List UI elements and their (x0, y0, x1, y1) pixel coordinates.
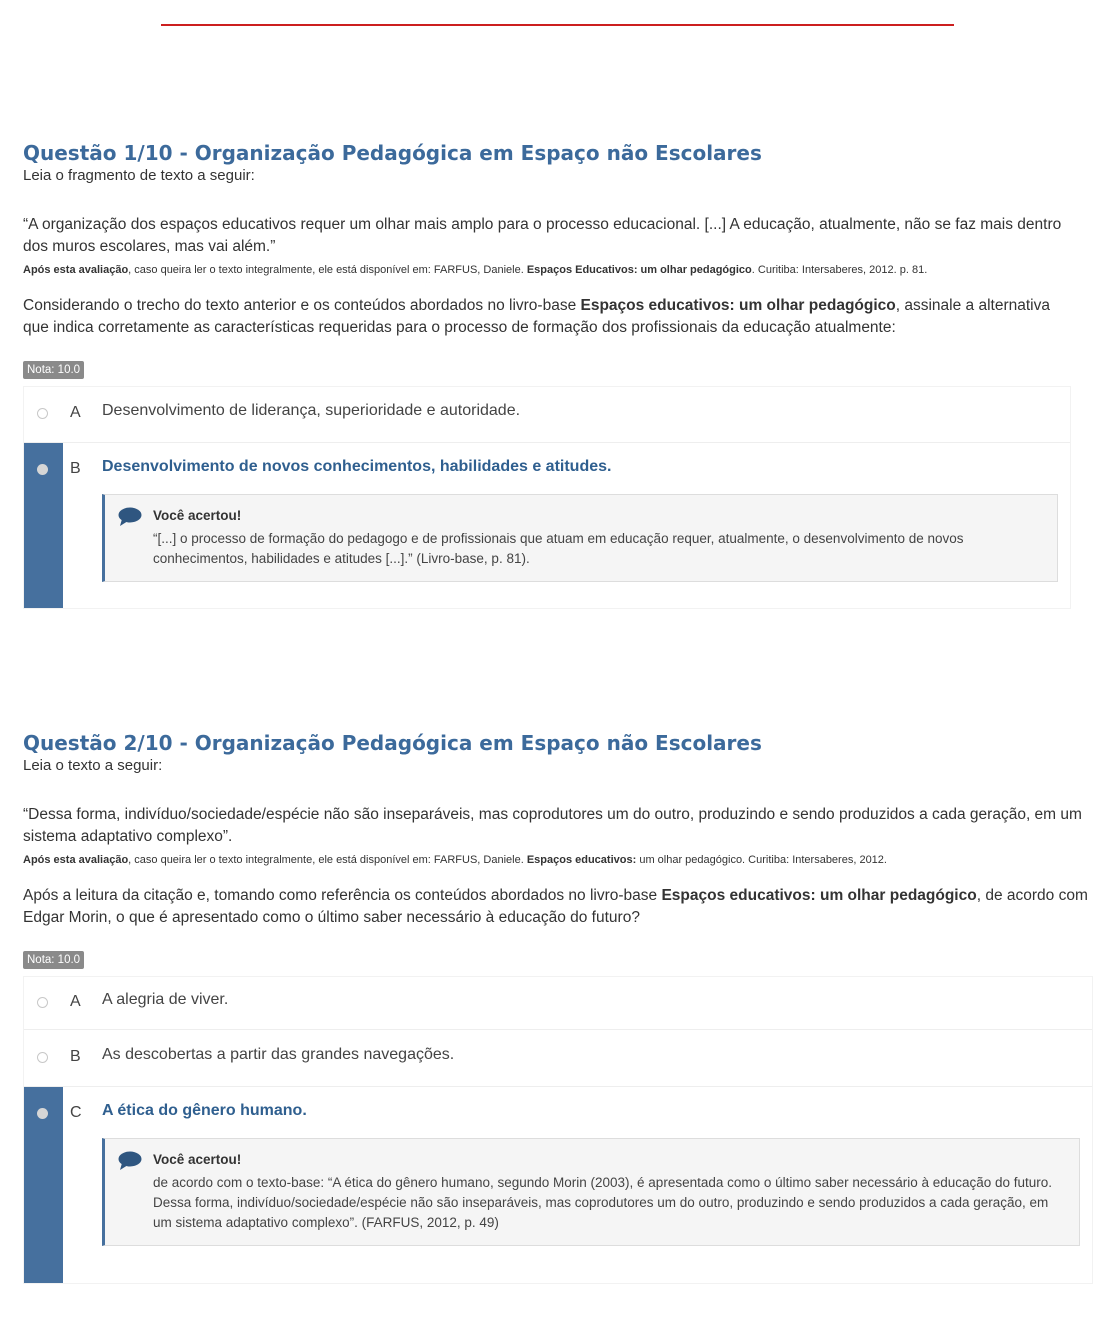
question-title: Questão 1/10 - Organização Pedagógica em Espaço não Escolares (23, 141, 762, 165)
prompt-after: , de acordo com Edgar Morin, o que é apresentado como o último saber necessário à educação do futuro? (23, 887, 1088, 926)
feedback-box (102, 494, 1058, 582)
source-book: Espaços Educativos: um olhar pedagógico (526, 264, 752, 276)
radio-button[interactable] (37, 1052, 48, 1063)
prompt-book: Espaços educativos: um olhar pedagógico (661, 887, 977, 904)
prompt-before: Considerando o trecho do texto anterior e os conteúdos abordados no livro-base (23, 297, 581, 314)
alternative-letter: B (70, 1048, 81, 1065)
score-badge: Nota: 10.0 (23, 951, 84, 969)
question-intro: Leia o texto a seguir: (23, 757, 163, 774)
feedback-text: de acordo com o texto-base: “A ética do gênero humano, segundo Morin (2003), é apresentada como o último saber necessário à educação do futuro. Dessa forma, indivíduo/sociedade/espécie não são inseparáveis, mas coprodutores um do outro, produzindo e sendo produzidos a cada geração, em um sistema adaptativo complexo”. (FARFUS, 2012, p. 49) (153, 1175, 1053, 1230)
alternatives-list (23, 386, 1071, 609)
alternatives-list (23, 976, 1093, 1284)
score-badge: Nota: 10.0 (23, 361, 84, 379)
source-note (23, 851, 1093, 869)
question-intro: Leia o fragmento de texto a seguir: (23, 167, 255, 184)
source-book: Espaços educativos: (526, 854, 637, 866)
question-2 (23, 731, 1093, 1284)
prompt-book: Espaços educativos: um olhar pedagógico (580, 297, 896, 314)
speech-bubble-icon (118, 1151, 142, 1170)
prompt-after: , assinale a alternativa que indica corretamente as características requeridas para o processo de formação dos profissionais da educação atualmente: (23, 297, 1050, 336)
feedback-box (102, 1138, 1080, 1246)
alternative-c[interactable] (24, 1086, 1092, 1283)
alternative-b[interactable] (24, 442, 1070, 608)
feedback-title: Você acertou! (153, 508, 242, 523)
source-lead: Após esta avaliação (23, 854, 129, 866)
source-middle: , caso queira ler o texto integralmente, ele está disponível em: FARFUS, Daniele. (128, 854, 527, 866)
radio-button[interactable] (37, 408, 48, 419)
question-prompt (23, 295, 1071, 339)
source-note (23, 261, 1071, 279)
source-lead: Após esta avaliação (23, 264, 129, 276)
radio-button-selected[interactable] (37, 464, 48, 475)
prompt-before: Após a leitura da citação e, tomando como referência os conteúdos abordados no livro-base (23, 887, 662, 904)
alternative-a[interactable] (24, 387, 1070, 442)
alternative-text: A ética do gênero humano. (102, 1102, 307, 1119)
speech-bubble-icon (118, 507, 142, 526)
alternative-text: Desenvolvimento de liderança, superioridade e autoridade. (102, 402, 521, 419)
question-title: Questão 2/10 - Organização Pedagógica em Espaço não Escolares (23, 731, 762, 755)
feedback-title: Você acertou! (153, 1152, 242, 1167)
question-prompt (23, 885, 1093, 929)
alternative-letter: A (70, 404, 81, 421)
alternative-a[interactable] (24, 977, 1092, 1029)
alternative-letter: A (70, 993, 81, 1010)
radio-button[interactable] (37, 997, 48, 1008)
alternative-text: A alegria de viver. (102, 991, 229, 1008)
source-tail: . Curitiba: Intersaberes, 2012. p. 81. (751, 264, 928, 276)
alternative-letter: C (70, 1104, 82, 1121)
alternative-letter: B (70, 460, 81, 477)
question-1 (23, 141, 1071, 609)
alternative-b[interactable] (24, 1029, 1092, 1086)
source-middle: , caso queira ler o texto integralmente, ele está disponível em: FARFUS, Daniele. (128, 264, 527, 276)
feedback-text: “[...] o processo de formação do pedagogo e de profissionais que atuam em educação requer, atualmente, o desenvolvimento de novos conhecimentos, habilidades e atitudes [...].” (Livro-base, p. 81). (153, 531, 964, 566)
question-quote: “Dessa forma, indivíduo/sociedade/espécie não são inseparáveis, mas coprodutores um do outro, produzindo e sendo produzidos a cada geração, em um sistema adaptativo complexo”. (23, 806, 1082, 845)
alternative-text: As descobertas a partir das grandes navegações. (102, 1046, 455, 1063)
source-tail: um olhar pedagógico. Curitiba: Intersaberes, 2012. (636, 854, 887, 866)
header-divider (161, 24, 954, 26)
question-quote: “A organização dos espaços educativos requer um olhar mais amplo para o processo educacional. [...] A educação, atualmente, não se faz mais dentro dos muros escolares, mas vai além.” (23, 216, 1062, 255)
alternative-text: Desenvolvimento de novos conhecimentos, habilidades e atitudes. (102, 458, 612, 475)
radio-button-selected[interactable] (37, 1108, 48, 1119)
